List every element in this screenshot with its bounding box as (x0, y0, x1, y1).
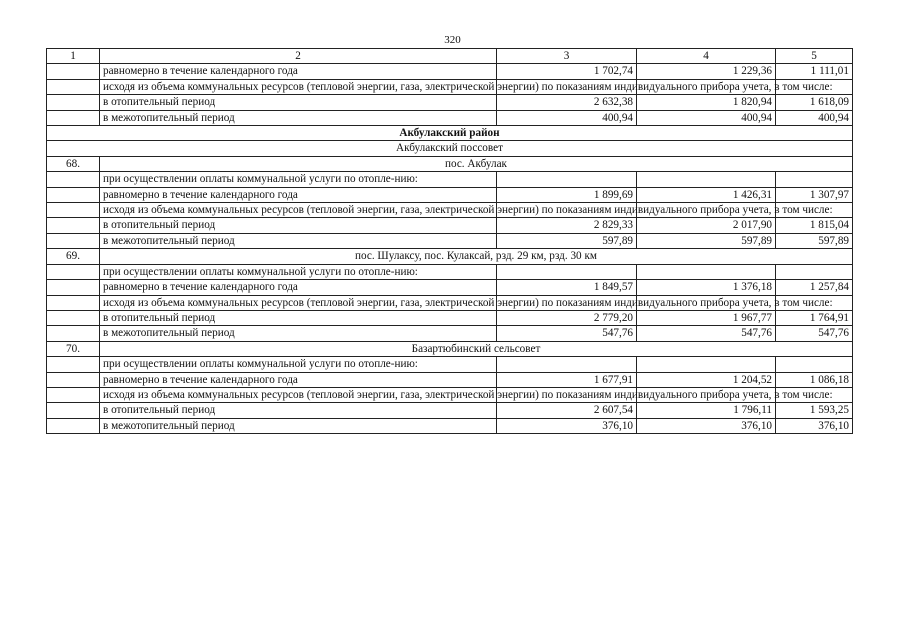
row-label: равномерно в течение календарного года (100, 64, 497, 79)
value-col-3: 376,10 (497, 418, 637, 433)
empty-cell-5 (776, 264, 853, 279)
row-index (47, 110, 100, 125)
locality-number: 70. (47, 341, 100, 356)
row-description: исходя из объема коммунальных ресурсов (тепловой энергии, газа, электрической энергии) по показаниям индивидуального прибора учета, в том числе: (100, 295, 497, 310)
column-header-3: 3 (497, 49, 637, 64)
row-description: исходя из объема коммунальных ресурсов (тепловой энергии, газа, электрической энергии) по показаниям индивидуального прибора учета, в том числе: (100, 79, 497, 94)
value-col-4: 547,76 (637, 326, 776, 341)
value-col-5: 400,94 (776, 110, 853, 125)
row-label: в отопительный период (100, 403, 497, 418)
row-label: равномерно в течение календарного года (100, 187, 497, 202)
table-row-description (47, 295, 853, 310)
settlement-row (47, 141, 853, 156)
value-col-4: 1 796,11 (637, 403, 776, 418)
empty-cell-5 (776, 357, 853, 372)
row-index (47, 372, 100, 387)
table-row (47, 218, 853, 233)
value-col-5: 547,76 (776, 326, 853, 341)
value-col-4: 1 376,18 (637, 280, 776, 295)
value-col-4: 400,94 (637, 110, 776, 125)
row-label: в межотопительный период (100, 233, 497, 248)
table-row (47, 64, 853, 79)
value-col-4: 597,89 (637, 233, 776, 248)
row-description: исходя из объема коммунальных ресурсов (тепловой энергии, газа, электрической энергии) по показаниям индивидуального прибора учета, в том числе: (100, 387, 497, 402)
empty-cell-4 (637, 264, 776, 279)
table-row (47, 403, 853, 418)
row-label: равномерно в течение календарного года (100, 372, 497, 387)
row-index (47, 357, 100, 372)
table-row (47, 326, 853, 341)
locality-row (47, 341, 853, 356)
table-row-description (47, 172, 853, 187)
row-index (47, 233, 100, 248)
value-col-3: 400,94 (497, 110, 637, 125)
table-row (47, 187, 853, 202)
table-row (47, 233, 853, 248)
value-col-3: 2 607,54 (497, 403, 637, 418)
row-label: в отопительный период (100, 310, 497, 325)
row-index (47, 280, 100, 295)
table-row-description (47, 203, 853, 218)
locality-title: пос. Шулаксу, пос. Кулаксай, рзд. 29 км, рзд. 30 км (100, 249, 853, 264)
table-row-description (47, 357, 853, 372)
row-description: при осуществлении оплаты коммунальной услуги по отопле-нию: (100, 172, 497, 187)
value-col-5: 376,10 (776, 418, 853, 433)
column-header-1: 1 (47, 49, 100, 64)
row-index (47, 295, 100, 310)
value-col-3: 547,76 (497, 326, 637, 341)
value-col-4: 1 820,94 (637, 95, 776, 110)
value-col-5: 1 618,09 (776, 95, 853, 110)
locality-title: пос. Акбулак (100, 156, 853, 171)
value-col-3: 1 849,57 (497, 280, 637, 295)
table-header-row (47, 49, 853, 64)
table-row (47, 418, 853, 433)
value-col-5: 1 111,01 (776, 64, 853, 79)
row-label: в межотопительный период (100, 326, 497, 341)
value-col-3: 2 632,38 (497, 95, 637, 110)
page-number: 320 (444, 34, 461, 46)
empty-cell-4 (637, 172, 776, 187)
value-col-5: 1 815,04 (776, 218, 853, 233)
row-description: исходя из объема коммунальных ресурсов (тепловой энергии, газа, электрической энергии) по показаниям индивидуального прибора учета, в том числе: (100, 203, 497, 218)
row-index (47, 403, 100, 418)
table-row (47, 310, 853, 325)
row-index (47, 387, 100, 402)
empty-cell-3 (497, 264, 637, 279)
value-col-5: 1 764,91 (776, 310, 853, 325)
settlement-title: Акбулакский поссовет (47, 141, 853, 156)
value-col-5: 1 257,84 (776, 280, 853, 295)
table-row (47, 110, 853, 125)
table-row (47, 372, 853, 387)
row-label: равномерно в течение календарного года (100, 280, 497, 295)
row-index (47, 264, 100, 279)
value-col-5: 597,89 (776, 233, 853, 248)
value-col-4: 1 204,52 (637, 372, 776, 387)
column-header-4: 4 (637, 49, 776, 64)
tariff-table (46, 48, 853, 434)
locality-title: Базартюбинский сельсовет (100, 341, 853, 356)
value-col-4: 2 017,90 (637, 218, 776, 233)
locality-row (47, 156, 853, 171)
district-row (47, 126, 853, 141)
row-index (47, 203, 100, 218)
row-label: в межотопительный период (100, 110, 497, 125)
row-index (47, 79, 100, 94)
locality-row (47, 249, 853, 264)
value-col-3: 1 899,69 (497, 187, 637, 202)
row-index (47, 218, 100, 233)
value-col-3: 1 677,91 (497, 372, 637, 387)
value-col-3: 2 779,20 (497, 310, 637, 325)
table-row-description (47, 264, 853, 279)
row-index (47, 418, 100, 433)
value-col-3: 2 829,33 (497, 218, 637, 233)
row-description: при осуществлении оплаты коммунальной услуги по отопле-нию: (100, 357, 497, 372)
locality-number: 69. (47, 249, 100, 264)
table-row-description (47, 79, 853, 94)
row-index (47, 64, 100, 79)
row-description: при осуществлении оплаты коммунальной услуги по отопле-нию: (100, 264, 497, 279)
column-header-2: 2 (100, 49, 497, 64)
column-header-5: 5 (776, 49, 853, 64)
value-col-4: 1 426,31 (637, 187, 776, 202)
table-row (47, 95, 853, 110)
value-col-5: 1 593,25 (776, 403, 853, 418)
row-label: в отопительный период (100, 218, 497, 233)
row-label: в отопительный период (100, 95, 497, 110)
row-index (47, 172, 100, 187)
value-col-3: 597,89 (497, 233, 637, 248)
row-index (47, 326, 100, 341)
table-row (47, 280, 853, 295)
value-col-4: 376,10 (637, 418, 776, 433)
empty-cell-3 (497, 357, 637, 372)
value-col-5: 1 086,18 (776, 372, 853, 387)
value-col-4: 1 967,77 (637, 310, 776, 325)
row-index (47, 187, 100, 202)
table-row-description (47, 387, 853, 402)
value-col-3: 1 702,74 (497, 64, 637, 79)
district-title: Акбулакский район (47, 126, 853, 141)
value-col-5: 1 307,97 (776, 187, 853, 202)
row-index (47, 95, 100, 110)
row-index (47, 310, 100, 325)
empty-cell-5 (776, 172, 853, 187)
row-label: в межотопительный период (100, 418, 497, 433)
locality-number: 68. (47, 156, 100, 171)
value-col-4: 1 229,36 (637, 64, 776, 79)
empty-cell-3 (497, 172, 637, 187)
empty-cell-4 (637, 357, 776, 372)
